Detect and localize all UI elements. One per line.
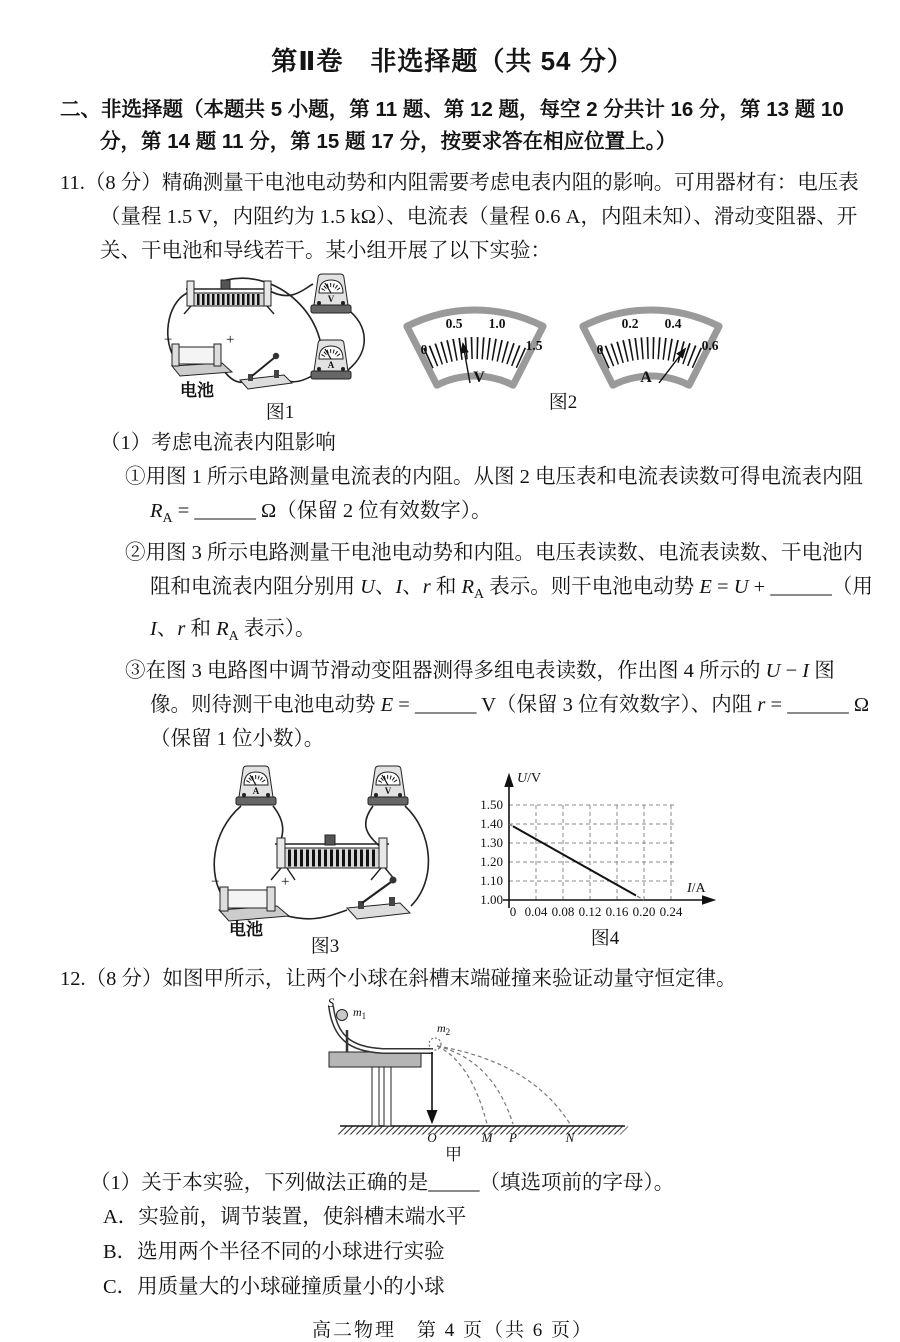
point-s-label: S <box>327 995 335 1011</box>
table <box>329 1052 421 1126</box>
x-tick-004: 0.04 <box>524 904 548 920</box>
q11-item2: ②用图 3 所示电路测量干电池电动势和内阻。电压表读数、电流表读数、干电池内阻和电流表内阻分别用 U、I、r 和 $R_A$ 表示。则干电池电动势 E = U + ______（用 I、r 和 $R_A$ 表示）。 <box>125 542 873 645</box>
battery-label: 电池 <box>180 381 214 400</box>
voltmeter-letter: V <box>327 294 335 304</box>
point-m-label: M <box>481 1130 493 1146</box>
figure1-circuit-diagram <box>160 270 400 402</box>
y-tick-120: 1.20 <box>480 854 503 870</box>
point-p-label: P <box>509 1130 517 1146</box>
ammeter-tick-04: 0.4 <box>664 316 682 331</box>
q12-part1: （1）关于本实验，下列做法正确的是_____（填选项前的字母）。 <box>90 1172 675 1195</box>
battery-label: 电池 <box>229 920 263 940</box>
x-tick-024: 0.24 <box>659 904 683 920</box>
battery-plus: + <box>226 332 235 348</box>
question-12-intro: 12.（8 分）如图甲所示，让两个小球在斜槽末端碰撞来验证动量守恒定律。 <box>60 968 737 991</box>
figure3-block <box>195 758 455 958</box>
rheostat-slider <box>325 835 335 845</box>
battery-plus: + <box>281 874 290 891</box>
y-tick-130: 1.30 <box>480 835 503 851</box>
voltmeter-tick-05: 0.5 <box>445 316 463 331</box>
x-tick-008: 0.08 <box>551 904 575 920</box>
figure2-block <box>400 280 726 414</box>
battery <box>164 332 234 400</box>
grid <box>509 805 677 900</box>
ball-m2-label: $m_2$ <box>437 1021 451 1038</box>
figure1-caption: 图1 <box>265 402 295 423</box>
point-n-label: N <box>565 1130 575 1146</box>
battery <box>211 874 289 939</box>
data-line <box>513 827 636 896</box>
battery-minus: − <box>164 332 173 348</box>
x-tick-016: 0.16 <box>605 904 629 920</box>
y-axis-label: U/V <box>517 771 542 787</box>
ammeter-letter: A <box>327 360 335 370</box>
ball-m1-label: $m_1$ <box>353 1005 367 1022</box>
voltmeter-tick-0: 0 <box>420 342 428 357</box>
section-heading: 二、非选择题（本题共 5 小题，第 11 题、第 12 题，每空 2 分共计 16 分，第 13 题 10 分，第 14 题 11 分，第 15 题 17 分，按要求答在相应位置上。） <box>60 98 844 153</box>
switch <box>347 877 410 920</box>
voltmeter-unit: V <box>473 369 485 386</box>
wire <box>346 308 364 370</box>
figure-row-1 <box>160 270 845 424</box>
figure4-caption: 图4 <box>590 928 620 950</box>
x-tick-0: 0 <box>509 904 517 920</box>
rheostat-slider <box>221 280 230 289</box>
figure-row-2 <box>195 758 845 958</box>
q12-option-c: C．用质量大的小球碰撞质量小的小球 <box>103 1276 445 1299</box>
ammeter-icon <box>236 766 276 805</box>
figure2-meters <box>400 280 726 392</box>
figure3-caption: 图3 <box>310 936 340 958</box>
ammeter-icon <box>311 340 351 379</box>
wire <box>405 806 428 906</box>
q11-part1-heading: （1）考虑电流表内阻影响 <box>100 432 336 454</box>
voltmeter-face <box>400 280 550 392</box>
y-tick-150: 1.50 <box>480 797 503 813</box>
figure2-caption: 图2 <box>548 392 578 413</box>
battery-minus: − <box>211 874 220 891</box>
switch <box>240 353 292 389</box>
figure-jia-diagram <box>285 996 650 1164</box>
x-tick-012: 0.12 <box>578 904 602 920</box>
voltmeter-tick-10: 1.0 <box>488 316 506 331</box>
ammeter-unit: A <box>640 369 652 386</box>
q11-item1: ①用图 1 所示电路测量电流表的内阻。从图 2 电压表和电流表读数可得电流表内阻 $R_A$ = ______ Ω（保留 2 位有效数字）。 <box>125 466 863 527</box>
q12-option-a: A．实验前，调节装置，使斜槽末端水平 <box>103 1206 467 1229</box>
figure4-graph <box>465 758 745 928</box>
figure-jia-caption: 甲 <box>445 1145 462 1165</box>
wire <box>270 284 313 296</box>
voltmeter-icon <box>311 274 351 313</box>
ball-m2 <box>429 1038 441 1050</box>
voltmeter-letter: V <box>384 786 392 797</box>
question-11-intro: 11.（8 分）精确测量干电池电动势和内阻需要考虑电表内阻的影响。可用器材有：电压表（量程 1.5 V，内阻约为 1.5 kΩ）、电流表（量程 0.6 A，内阻未知）、滑动变阻器、开关、干电池和导线若干。某小组开展了以下实验： <box>60 172 859 262</box>
trajectories <box>437 1046 570 1124</box>
ball-m1 <box>337 1010 348 1021</box>
figure3-circuit-diagram <box>195 758 455 940</box>
ammeter-letter: A <box>252 786 260 797</box>
page-title: 第Ⅱ卷 非选择题（共 54 分） <box>271 46 634 76</box>
voltmeter-tick-15: 1.5 <box>525 338 543 353</box>
ammeter-face <box>576 280 726 392</box>
page-footer: 高二物理 第 4 页（共 6 页） <box>311 1320 593 1342</box>
q12-option-b: B．选用两个半径不同的小球进行实验 <box>103 1241 445 1264</box>
x-axis-label: I/A <box>687 881 706 897</box>
voltmeter-icon <box>368 766 408 805</box>
ammeter-tick-02: 0.2 <box>621 316 639 331</box>
q11-item3: ③在图 3 电路图中调节滑动变阻器测得多组电表读数，作出图 4 所示的 U − I 图像。则待测干电池电动势 E = ______ V（保留 3 位有效数字）、内阻 r = ______ Ω（保留 1 位小数）。 <box>125 660 870 751</box>
figure-jia-block <box>285 996 650 1164</box>
rheostat <box>184 280 274 314</box>
figure1-block <box>160 270 400 424</box>
rheostat <box>271 835 395 880</box>
y-tick-100: 1.00 <box>480 892 503 908</box>
y-tick-140: 1.40 <box>480 816 503 832</box>
x-tick-020: 0.20 <box>632 904 656 920</box>
ammeter-tick-06: 0.6 <box>701 338 719 353</box>
figure4-block <box>465 758 745 950</box>
point-o-label: O <box>427 1130 437 1146</box>
ammeter-tick-0: 0 <box>596 342 604 357</box>
y-tick-110: 1.10 <box>480 873 503 889</box>
